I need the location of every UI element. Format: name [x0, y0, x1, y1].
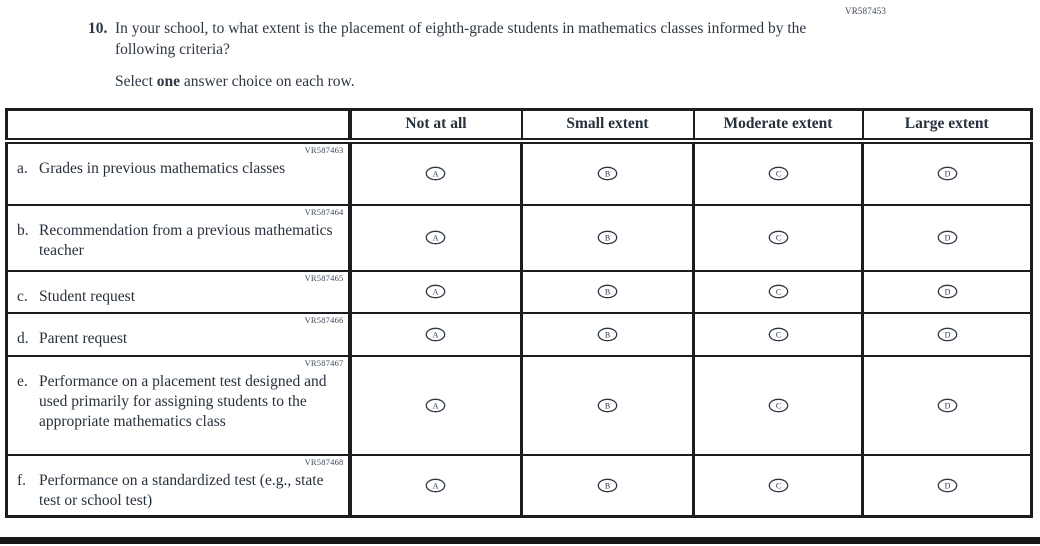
svg-text:A: A	[432, 401, 439, 411]
svg-text:C: C	[775, 330, 781, 340]
svg-text:B: B	[604, 233, 611, 243]
table-row	[7, 205, 1032, 271]
answer-bubble-icon[interactable]	[768, 398, 789, 413]
row-item-letter: e.	[17, 372, 28, 390]
svg-text:D: D	[944, 401, 950, 411]
row-label-cell	[7, 141, 350, 205]
answer-cell[interactable]	[350, 205, 522, 271]
table-row	[7, 455, 1032, 517]
answer-bubble-icon[interactable]	[425, 327, 446, 342]
instruction-prefix: Select	[115, 73, 157, 90]
row-item-text	[17, 221, 336, 261]
row-label-cell	[7, 271, 350, 313]
answer-bubble-icon[interactable]	[937, 166, 958, 181]
answer-cell[interactable]	[863, 356, 1032, 455]
answer-cell[interactable]	[350, 141, 522, 205]
table-row	[7, 356, 1032, 455]
row-item-letter: b.	[17, 221, 29, 239]
svg-text:C: C	[775, 233, 781, 243]
answer-bubble-icon[interactable]	[597, 478, 618, 493]
svg-text:D: D	[944, 287, 950, 297]
svg-text:B: B	[604, 401, 611, 411]
row-label-cell	[7, 455, 350, 517]
row-item-text	[17, 287, 336, 307]
header-corner-cell	[7, 110, 350, 141]
answer-cell[interactable]	[863, 141, 1032, 205]
answer-cell[interactable]	[350, 313, 522, 356]
answer-bubble-icon[interactable]	[768, 284, 789, 299]
answer-bubble-icon[interactable]	[937, 284, 958, 299]
row-item-text	[17, 329, 336, 349]
svg-text:C: C	[775, 287, 781, 297]
answer-cell[interactable]	[863, 455, 1032, 517]
header-row	[7, 110, 1032, 141]
answer-bubble-icon[interactable]	[597, 166, 618, 181]
svg-text:C: C	[775, 169, 781, 179]
answer-bubble-icon[interactable]	[425, 166, 446, 181]
row-item-text	[17, 159, 336, 179]
row-item-label: Grades in previous mathematics classes	[39, 159, 286, 177]
instruction-bold-word: one	[156, 73, 180, 90]
answer-matrix-table	[5, 108, 1033, 518]
svg-text:D: D	[944, 169, 950, 179]
answer-bubble-icon[interactable]	[425, 478, 446, 493]
column-header-small-extent: Small extent	[522, 110, 694, 141]
column-header-not-at-all: Not at all	[350, 110, 522, 141]
answer-cell[interactable]	[522, 271, 694, 313]
svg-text:D: D	[944, 481, 950, 491]
row-label-cell	[7, 356, 350, 455]
row-item-letter: f.	[17, 471, 27, 489]
row-item-letter: a.	[17, 159, 28, 177]
row-item-text	[17, 471, 336, 511]
svg-text:A: A	[432, 481, 439, 491]
svg-text:C: C	[775, 401, 781, 411]
svg-text:C: C	[775, 481, 781, 491]
answer-bubble-icon[interactable]	[768, 166, 789, 181]
answer-bubble-icon[interactable]	[937, 327, 958, 342]
answer-bubble-icon[interactable]	[597, 398, 618, 413]
answer-cell[interactable]	[350, 356, 522, 455]
svg-text:B: B	[604, 287, 611, 297]
row-accession-code: VR587467	[304, 357, 344, 368]
answer-cell[interactable]	[694, 356, 863, 455]
answer-bubble-icon[interactable]	[425, 398, 446, 413]
answer-cell[interactable]	[694, 313, 863, 356]
row-item-label: Parent request	[39, 329, 128, 347]
answer-bubble-icon[interactable]	[597, 284, 618, 299]
column-header-large-extent: Large extent	[863, 110, 1032, 141]
row-accession-code: VR587468	[304, 456, 344, 467]
answer-cell[interactable]	[863, 271, 1032, 313]
instruction-suffix: answer choice on each row.	[180, 73, 355, 90]
column-header-moderate-extent: Moderate extent	[694, 110, 863, 141]
row-item-label: Student request	[39, 287, 135, 305]
answer-cell[interactable]	[694, 141, 863, 205]
svg-text:A: A	[432, 287, 439, 297]
svg-text:A: A	[432, 233, 439, 243]
row-label-cell	[7, 313, 350, 356]
answer-cell[interactable]	[694, 455, 863, 517]
answer-cell[interactable]	[522, 455, 694, 517]
question-instruction	[115, 73, 818, 91]
answer-cell[interactable]	[863, 313, 1032, 356]
svg-text:B: B	[604, 481, 611, 491]
row-accession-code: VR587465	[304, 272, 344, 283]
row-item-label: Performance on a placement test designed and used primarily for assigning students to the appropriate mathematics class	[39, 372, 327, 430]
answer-cell[interactable]	[522, 205, 694, 271]
answer-bubble-icon[interactable]	[425, 284, 446, 299]
answer-cell[interactable]	[350, 271, 522, 313]
answer-bubble-icon[interactable]	[937, 398, 958, 413]
row-item-label: Recommendation from a previous mathematics teacher	[39, 221, 333, 259]
answer-cell[interactable]	[522, 313, 694, 356]
svg-text:D: D	[944, 233, 950, 243]
answer-bubble-icon[interactable]	[597, 230, 618, 245]
table-row	[7, 271, 1032, 313]
page-accession-code: VR587453	[845, 6, 887, 16]
answer-cell[interactable]	[522, 356, 694, 455]
answer-bubble-icon[interactable]	[768, 327, 789, 342]
answer-bubble-icon[interactable]	[937, 478, 958, 493]
row-accession-code: VR587463	[304, 144, 344, 155]
question-block	[88, 18, 818, 91]
answer-cell[interactable]	[350, 455, 522, 517]
question-text: In your school, to what extent is the placement of eighth-grade students in mathematics classes informed by the following criteria?	[115, 20, 807, 58]
table-row	[7, 141, 1032, 205]
answer-bubble-icon[interactable]	[425, 230, 446, 245]
row-accession-code: VR587464	[304, 206, 344, 217]
row-item-label: Performance on a standardized test (e.g., state test or school test)	[39, 471, 324, 509]
table-row	[7, 313, 1032, 356]
svg-text:A: A	[432, 330, 439, 340]
row-item-letter: d.	[17, 329, 29, 347]
row-accession-code: VR587466	[304, 314, 344, 325]
page-bottom-rule	[0, 537, 1040, 544]
row-item-letter: c.	[17, 287, 28, 305]
answer-bubble-icon[interactable]	[768, 478, 789, 493]
svg-text:A: A	[432, 169, 439, 179]
answer-cell[interactable]	[863, 205, 1032, 271]
answer-bubble-icon[interactable]	[597, 327, 618, 342]
row-item-text	[17, 372, 336, 432]
svg-text:B: B	[604, 169, 611, 179]
question-number: 10.	[88, 20, 108, 37]
answer-cell[interactable]	[522, 141, 694, 205]
answer-cell[interactable]	[694, 271, 863, 313]
svg-text:B: B	[604, 330, 611, 340]
answer-bubble-icon[interactable]	[768, 230, 789, 245]
svg-text:D: D	[944, 330, 950, 340]
row-label-cell	[7, 205, 350, 271]
answer-cell[interactable]	[694, 205, 863, 271]
answer-bubble-icon[interactable]	[937, 230, 958, 245]
